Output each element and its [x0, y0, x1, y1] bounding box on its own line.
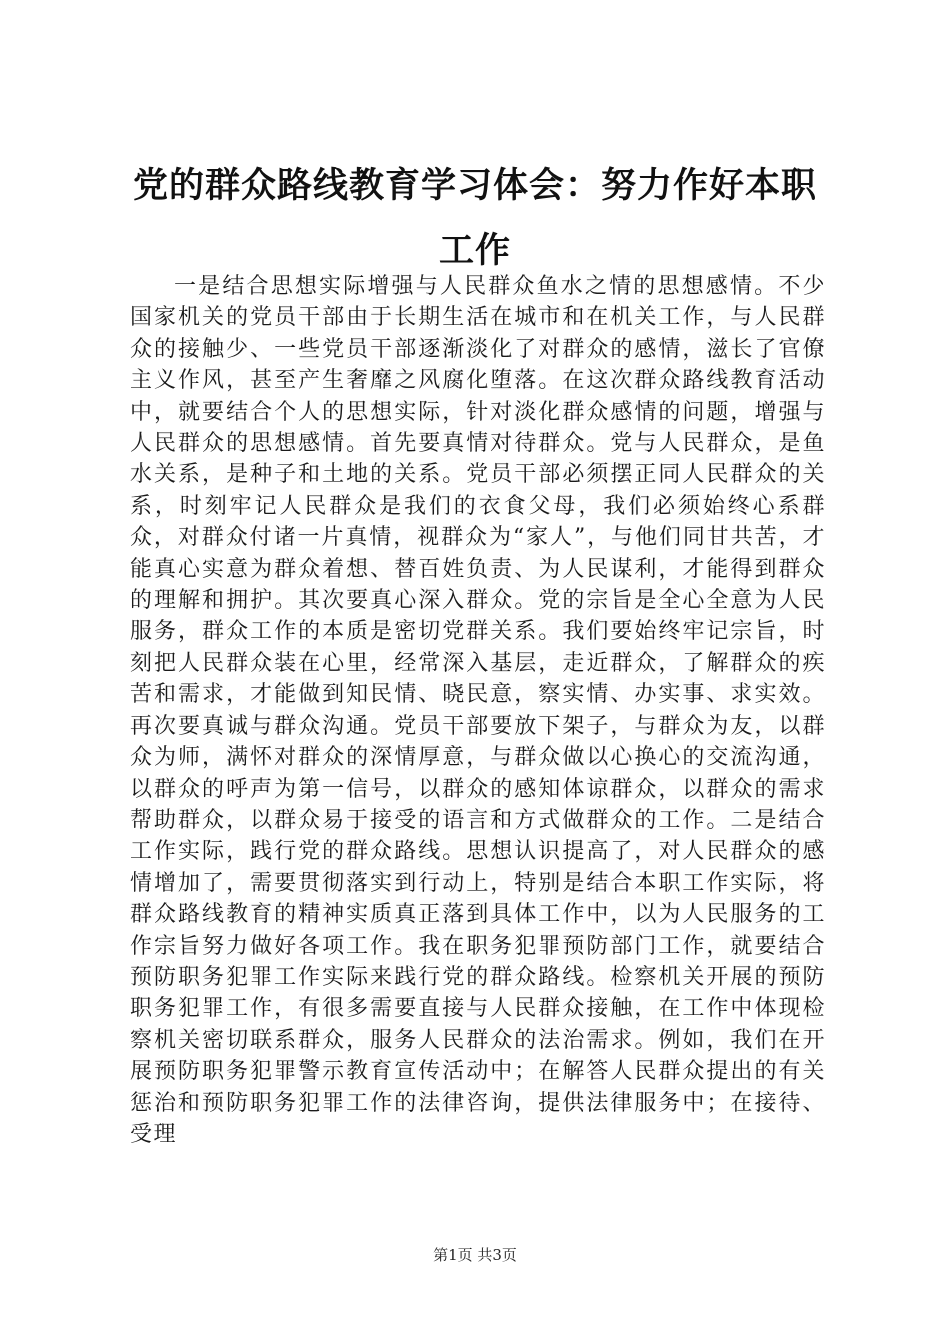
document-body-paragraph: 一是结合思想实际增强与人民群众鱼水之情的思想感情。不少国家机关的党员干部由于长期生活在城市和在机关工作，与人民群众的接触少、一些党员干部逐渐淡化了对群众的感情，滋长了官僚主义作风，甚至产生奢靡之风腐化堕落。在这次群众路线教育活动中，就要结合个人的思想实际，针对淡化群众感情的问题，增强与人民群众的思想感情。首先要真情对待群众。党与人民群众，是鱼水关系，是种子和土地的关系。党员干部必须摆正同人民群众的关系，时刻牢记人民群众是我们的衣食父母，我们必须始终心系群众，对群众付诸一片真情，视群众为“家人”，与他们同甘共苦，才能真心实意为群众着想、替百姓负责、为人民谋利，才能得到群众的理解和拥护。其次要真心深入群众。党的宗旨是全心全意为人民服务，群众工作的本质是密切党群关系。我们要始终牢记宗旨，时刻把人民群众装在心里，经常深入基层，走近群众，了解群众的疾苦和需求，才能做到知民情、晓民意，察实情、办实事、求实效。再次要真诚与群众沟通。党员干部要放下架子，与群众为友，以群众为师，满怀对群众的深情厚意，与群众做以心换心的交流沟通，以群众的呼声为第一信号，以群众的感知体谅群众，以群众的需求帮助群众，以群众易于接受的语言和方式做群众的工作。二是结合工作实际，践行党的群众路线。思想认识提高了，对人民群众的感情增加了，需要贯彻落实到行动上，特别是结合本职工作实际，将群众路线教育的精神实质真正落到具体工作中，以为人民服务的工作宗旨努力做好各项工作。我在职务犯罪预防部门工作，就要结合预防职务犯罪工作实际来践行党的群众路线。检察机关开展的预防职务犯罪工作，有很多需要直接与人民群众接触，在工作中体现检察机关密切联系群众，服务人民群众的法治需求。例如，我们在开展预防职务犯罪警示教育宣传活动中；在解答人民群众提出的有关惩治和预防职务犯罪工作的法律咨询，提供法律服务中；在接待、受理 — [130, 274, 826, 1147]
page-indicator: 第1页 共3页 — [433, 1246, 517, 1264]
document-title: 党的群众路线教育学习体会：努力作好本职工作 — [132, 165, 817, 271]
